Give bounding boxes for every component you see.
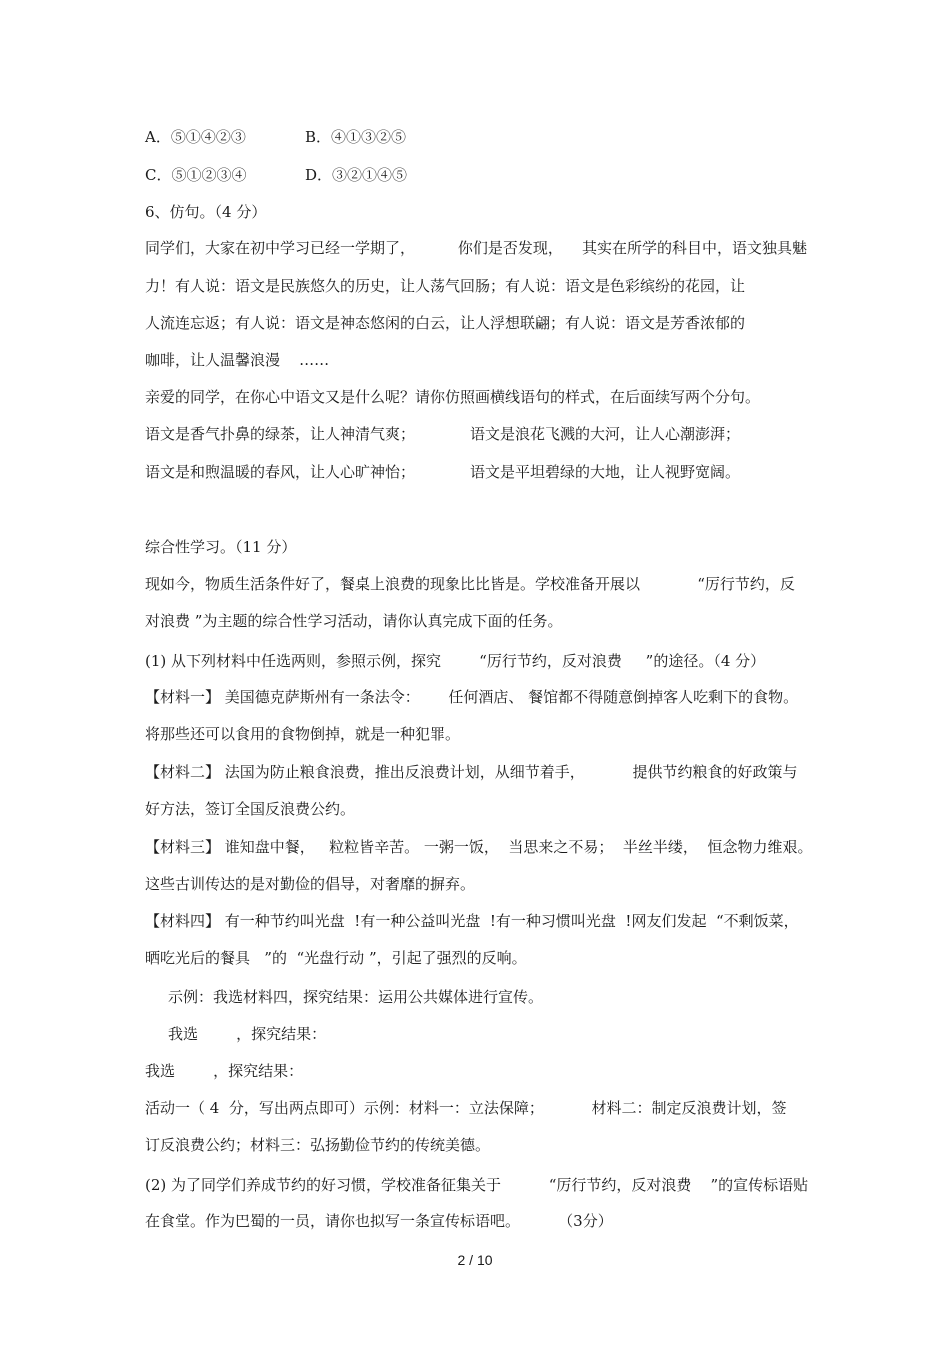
q6-answer: 语文是和煦温暖的春风，让人心旷神怡； bbox=[145, 463, 416, 481]
option-d: D．③②①④⑤ bbox=[305, 166, 408, 184]
task-1-prompt: (1) 从下列材料中任选两则，参照示例，探究 “厉行节约，反对浪费 ”的途径。（4 分） bbox=[145, 652, 766, 670]
q6-paragraph-line: 同学们，大家在初中学习已经一学期了， 你们是否发现， 其实在所学的科目中，语文独具魅 bbox=[145, 239, 807, 257]
q6-answer: 语文是平坦碧绿的大地，让人视野宽阔。 bbox=[470, 463, 741, 481]
q6-paragraph-line: 力！有人说：语文是民族悠久的历史，让人荡气回肠；有人说：语文是色彩缤纷的花园，让 bbox=[145, 277, 746, 295]
task-1-reference-answer: 活动一（ 4 分，写出两点即可）示例：材料一：立法保障； 材料二：制定反浪费计划，签 bbox=[145, 1099, 787, 1117]
task-2-prompt: 在食堂。作为巴蜀的一员，请你也拟写一条宣传标语吧。 （3分） bbox=[145, 1212, 613, 1230]
material-2: 好方法，签订全国反浪费公约。 bbox=[145, 800, 356, 818]
option-c: C．⑤①②③④ bbox=[145, 166, 247, 184]
q6-answer: 语文是浪花飞溅的大河，让人心潮澎湃； bbox=[470, 425, 741, 443]
q6-paragraph-line: 咖啡，让人温馨浪漫 …… bbox=[145, 351, 330, 369]
material-3: 这些古训传达的是对勤俭的倡导，对奢靡的摒弃。 bbox=[145, 875, 476, 893]
task-1-answer-blank: 我选 ，探究结果： bbox=[145, 1062, 304, 1080]
option-a: A．⑤①④②③ bbox=[145, 128, 246, 146]
q6-answer: 语文是香气扑鼻的绿茶，让人神清气爽； bbox=[145, 425, 416, 443]
question-6-heading: 6、仿句。（4 分） bbox=[145, 203, 267, 221]
task-1-example: 示例：我选材料四，探究结果：运用公共媒体进行宣传。 bbox=[168, 988, 544, 1006]
question-7-heading: 综合性学习。（11 分） bbox=[145, 538, 297, 556]
material-2: 【材料二】 法国为防止粮食浪费，推出反浪费计划，从细节着手， 提供节约粮食的好政策与 bbox=[145, 763, 798, 781]
task-1-answer-blank: 我选 ，探究结果： bbox=[168, 1025, 327, 1043]
task-2-prompt: (2) 为了同学们养成节约的好习惯，学校准备征集关于 “厉行节约，反对浪费 ”的宣传标语贴 bbox=[145, 1176, 809, 1194]
task-1-reference-answer: 订反浪费公约；材料三：弘扬勤俭节约的传统美德。 bbox=[145, 1136, 491, 1154]
q6-paragraph-line: 人流连忘返；有人说：语文是神态悠闲的白云，让人浮想联翩；有人说：语文是芳香浓郁的 bbox=[145, 314, 746, 332]
material-1: 【材料一】 美国德克萨斯州有一条法令： 任何酒店、 餐馆都不得随意倒掉客人吃剩下的食物。 bbox=[145, 688, 799, 706]
q7-intro-line: 对浪费 ”为主题的综合性学习活动，请你认真完成下面的任务。 bbox=[145, 612, 563, 630]
material-4: 【材料四】 有一种节约叫光盘 !有一种公益叫光盘 !有一种习惯叫光盘 !网友们发起 “不剩饭菜， bbox=[145, 912, 799, 930]
page-number: 2 / 10 bbox=[457, 1252, 493, 1268]
q7-intro-line: 现如今，物质生活条件好了，餐桌上浪费的现象比比皆是。学校准备开展以 “厉行节约，反 bbox=[145, 575, 795, 593]
material-3: 【材料三】 谁知盘中餐， 粒粒皆辛苦。 一粥一饭， 当思来之不易； 半丝半缕， 恒念物力维艰。 bbox=[145, 838, 813, 856]
option-b: B．④①③②⑤ bbox=[305, 128, 407, 146]
material-4: 晒吃光后的餐具 ”的 “光盘行动 ”，引起了强烈的反响。 bbox=[145, 949, 527, 967]
material-1: 将那些还可以食用的食物倒掉，就是一种犯罪。 bbox=[145, 725, 461, 743]
q6-instruction: 亲爱的同学，在你心中语文又是什么呢？请你仿照画横线语句的样式，在后面续写两个分句。 bbox=[145, 388, 761, 406]
